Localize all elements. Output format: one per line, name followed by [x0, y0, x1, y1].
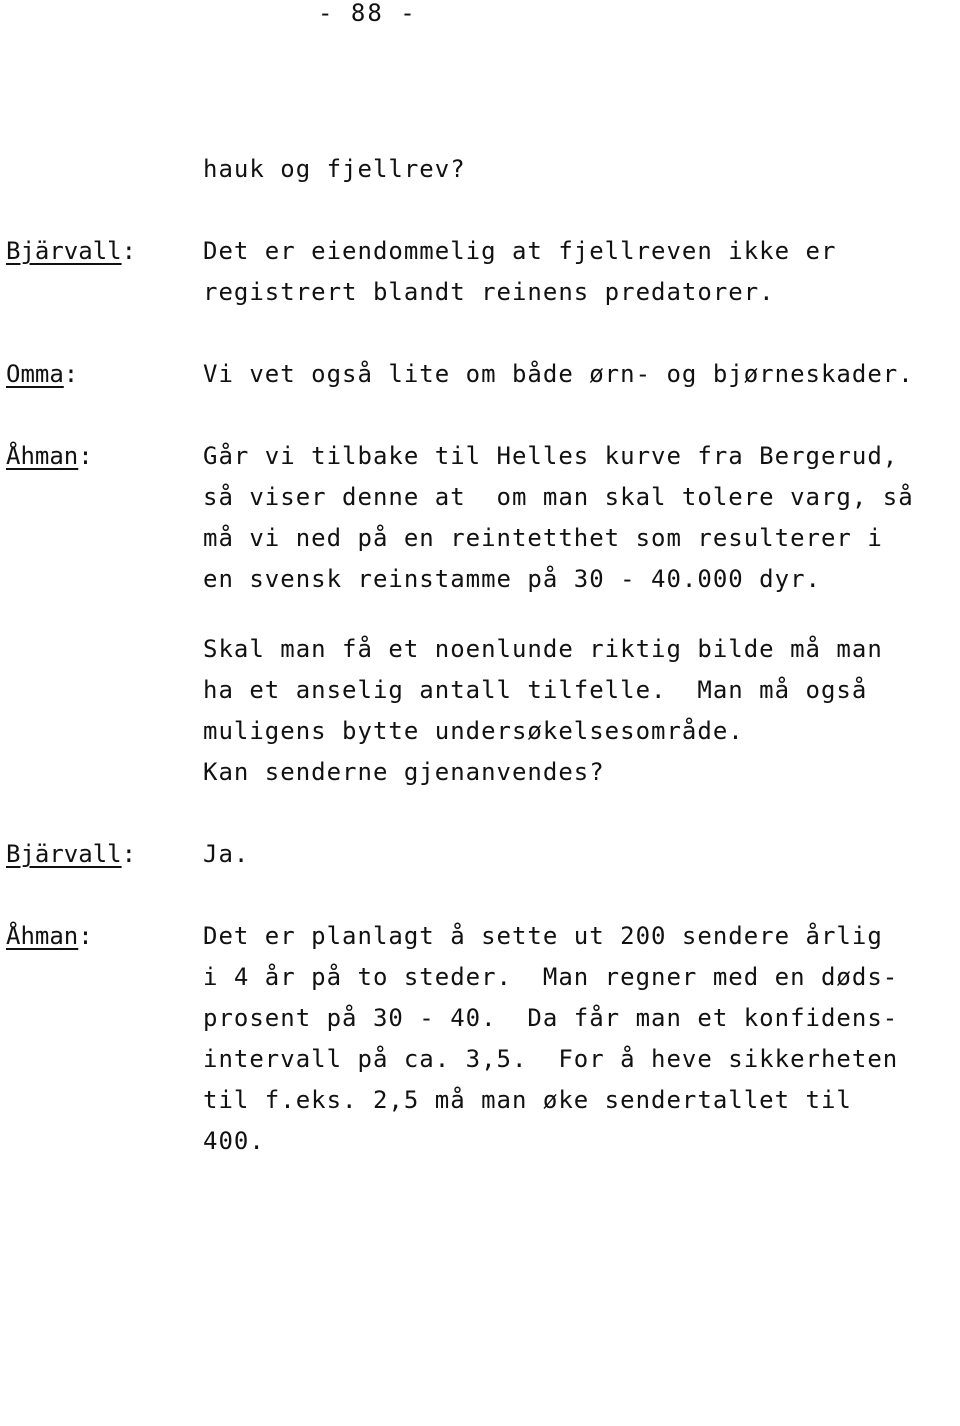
entry-line: til f.eks. 2,5 må man øke sendertallet til	[203, 1086, 852, 1114]
entry-line: så viser denne at om man skal tolere varg, så	[203, 483, 914, 511]
entry-line: Ja.	[203, 840, 250, 868]
page-number: - 88 -	[318, 0, 417, 27]
entry-line: Skal man få et noenlunde riktig bilde må man	[203, 635, 883, 663]
speaker-name: Bjärvall	[6, 840, 122, 868]
speaker-label: Åhman:	[6, 442, 93, 470]
entry-line: ha et anselig antall tilfelle. Man må også	[203, 676, 868, 704]
speaker-name: Åhman	[6, 442, 79, 470]
entry-line: muligens bytte undersøkelsesområde.	[203, 717, 744, 745]
entry-line: Kan senderne gjenanvendes?	[203, 758, 605, 786]
entry-line: en svensk reinstamme på 30 - 40.000 dyr.	[203, 565, 821, 593]
entry-line: i 4 år på to steder. Man regner med en døds-	[203, 963, 899, 991]
entry-line: må vi ned på en reintetthet som resulterer i	[203, 524, 883, 552]
speaker-label: Bjärvall:	[6, 840, 137, 868]
entry-line: registrert blandt reinens predatorer.	[203, 278, 775, 306]
entry-line: intervall på ca. 3,5. For å heve sikkerheten	[203, 1045, 899, 1073]
speaker-name: Bjärvall	[6, 237, 122, 265]
opening-line: hauk og fjellrev?	[203, 155, 466, 183]
entry-line: Vi vet også lite om både ørn- og bjørneskader.	[203, 360, 914, 388]
speaker-name: Omma	[6, 360, 64, 388]
entry-line: Går vi tilbake til Helles kurve fra Bergerud,	[203, 442, 899, 470]
speaker-label: Bjärvall:	[6, 237, 137, 265]
speaker-label: Omma:	[6, 360, 79, 388]
entry-line: Det er eiendommelig at fjellreven ikke er	[203, 237, 837, 265]
entry-line: Det er planlagt å sette ut 200 sendere årlig	[203, 922, 883, 950]
entry-line: prosent på 30 - 40. Da får man et konfidens-	[203, 1004, 899, 1032]
speaker-name: Åhman	[6, 922, 79, 950]
entry-line: 400.	[203, 1127, 265, 1155]
speaker-label: Åhman:	[6, 922, 93, 950]
